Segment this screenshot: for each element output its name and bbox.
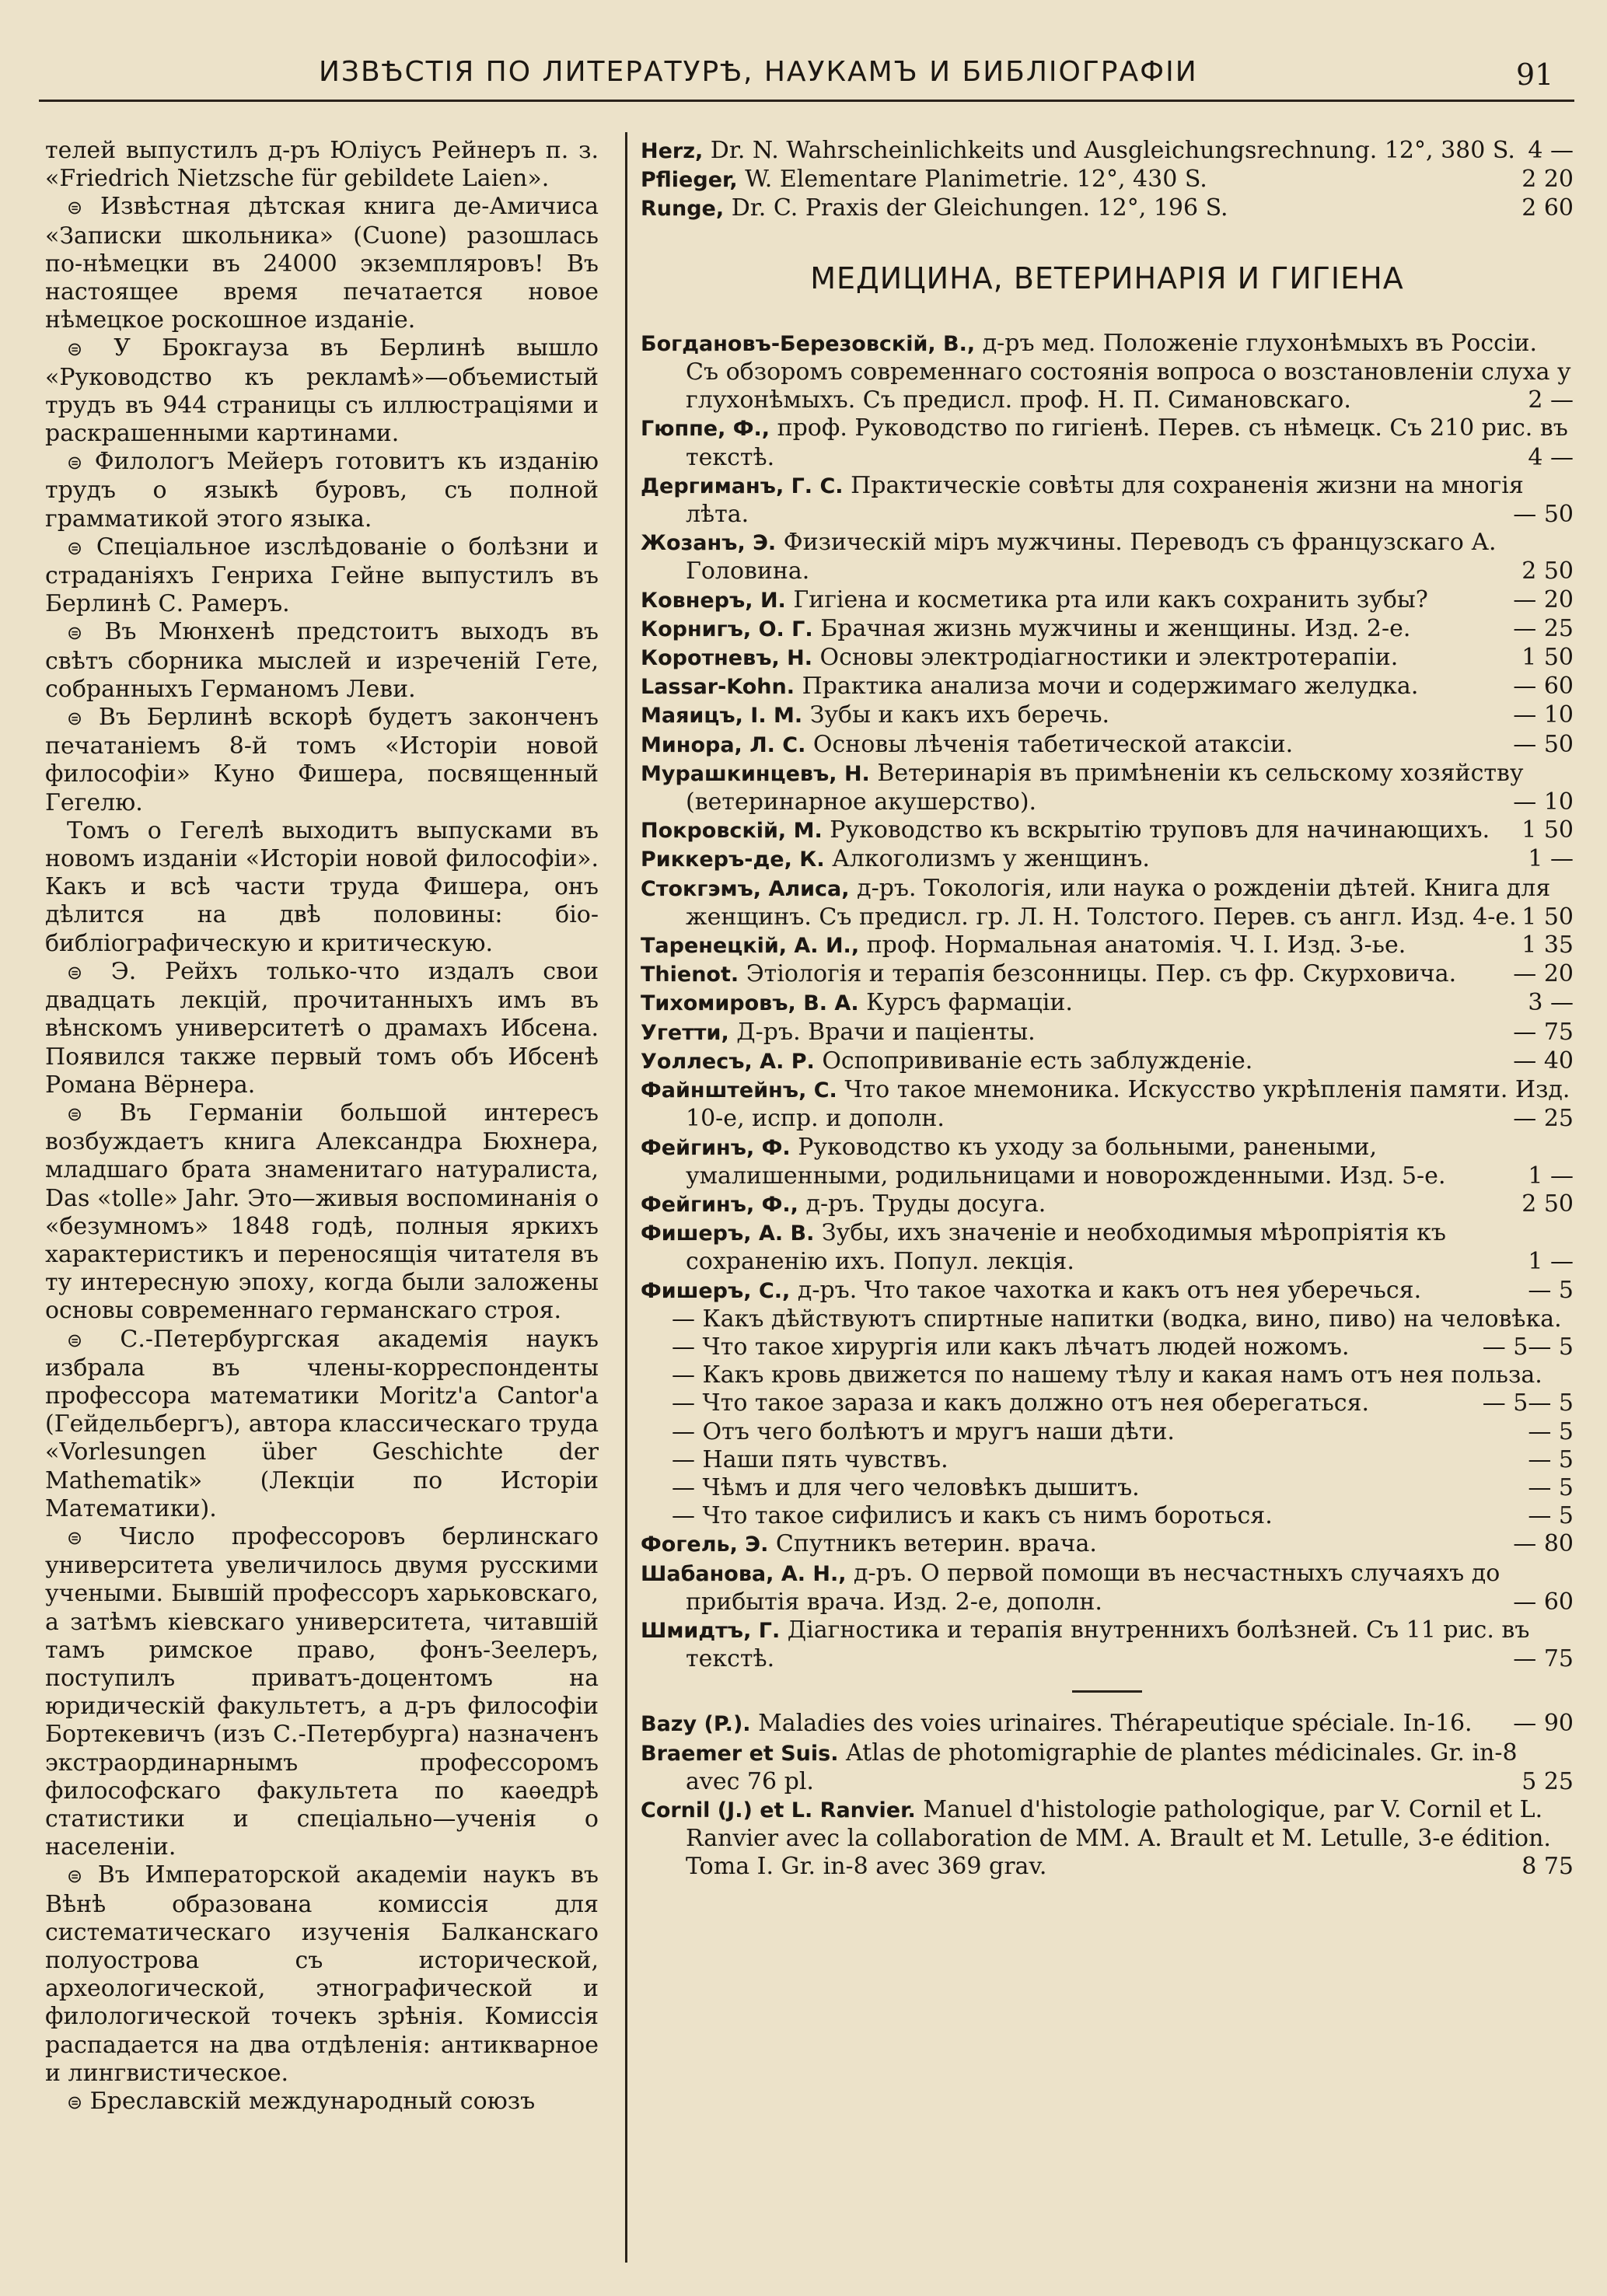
paragraph-text: Филологъ Мейеръ готовитъ къ изданію трудъ о языкѣ буровъ, съ полной грамматикой этого языка.	[45, 448, 599, 533]
entry-author: Фогель, Э.	[641, 1532, 769, 1557]
entry-title: Основы лѣченія табетической атаксіи.	[812, 730, 1294, 758]
paragraph-text: Спеціальное изслѣдованіе о болѣзни и страданіяхъ Генриха Гейне выпустилъ въ Берлинѣ С. Рамеръ.	[45, 533, 599, 618]
entry-title: Зубы и какъ ихъ беречь.	[809, 701, 1110, 729]
entry-title: Спутникъ ветерин. врача.	[775, 1530, 1097, 1558]
entry-title: — Наши пять чувствъ.	[672, 1445, 948, 1473]
entry-author: Дергиманъ, Г. С.	[641, 474, 844, 498]
entry-price: — 5	[1528, 1473, 1574, 1501]
column-divider	[625, 132, 627, 2263]
entry-author: Braemer et Suis.	[641, 1741, 839, 1766]
bibliography-entry	[641, 1616, 1574, 1673]
entry-author: Thienot.	[641, 963, 739, 987]
entry-price: 1 50	[1521, 903, 1574, 931]
paragraph-mark: ⊜	[67, 1103, 83, 1125]
entry-title: Алкоголизмъ у женщинъ.	[832, 845, 1150, 873]
entry-author: Шмидтъ, Г.	[641, 1618, 781, 1643]
entry-author: Стокгэмъ, Алиса,	[641, 876, 850, 901]
bibliography-entry	[641, 194, 1574, 223]
bibliography-entry	[641, 1560, 1574, 1616]
bibliography-entry	[641, 960, 1574, 989]
news-paragraph	[45, 958, 599, 1099]
entry-author: Фейгинъ, Ф.	[641, 1135, 791, 1160]
entry-author: Ковнеръ, И.	[641, 588, 786, 613]
entry-author: Фейгинъ, Ф.,	[641, 1192, 798, 1217]
entry-author: Минора, Л. С.	[641, 732, 806, 757]
entry-title: Практика анализа мочи и содержимаго желудка.	[802, 673, 1419, 701]
paragraph-text: С.-Петербургская академія наукъ избрала въ члены-корреспонденты профессора математики Moritz'a Cantor'a (Гейдельбергъ), автора классическаго труда «Vorlesungen über Geschichte der Mathematik» (Лекціи по Исторіи Математики).	[45, 1325, 599, 1522]
bibliography-entry	[641, 586, 1574, 615]
bibliography-entry	[641, 644, 1574, 673]
entry-title: — Какъ дѣйствуютъ спиртные напитки (водка, вино, пиво) на человѣка.	[672, 1305, 1562, 1333]
news-paragraph	[45, 334, 599, 448]
entry-price: — 75	[1513, 1018, 1574, 1046]
entry-price: 3 —	[1528, 989, 1574, 1017]
entry-price: 1 —	[1528, 845, 1574, 873]
bibliography-entry	[641, 731, 1574, 760]
top-entries	[641, 137, 1574, 224]
bibliography-entry	[641, 701, 1574, 730]
bibliography-entry	[641, 989, 1574, 1018]
entry-author: Lassar-Kohn.	[641, 675, 795, 700]
news-paragraph	[45, 1523, 599, 1861]
entry-title: Dr. N. Wahrscheinlichkeits und Ausgleichungsrechnung. 12°, 380 S.	[710, 137, 1515, 164]
entry-price: — 5	[1528, 1276, 1574, 1304]
paragraph-mark: ⊜	[67, 536, 83, 559]
paragraph-mark: ⊜	[67, 1526, 83, 1549]
entry-price: 1 50	[1521, 644, 1574, 672]
bibliography-entry	[641, 1418, 1574, 1446]
entry-author: Шабанова, А. Н.,	[641, 1561, 847, 1586]
entry-author: Pflieger,	[641, 168, 738, 193]
bibliography-entry	[641, 1333, 1574, 1361]
section-title: МЕДИЦИНА, ВЕТЕРИНАРІЯ И ГИГІЕНА	[810, 260, 1404, 295]
bibliography-entry	[641, 1530, 1574, 1559]
news-paragraph	[45, 1099, 599, 1326]
bibliography-entry	[641, 1076, 1574, 1133]
entry-title: д-ръ. Что такое чахотка и какъ отъ нея уберечься.	[797, 1276, 1422, 1304]
bibliography-entry	[641, 137, 1574, 166]
more-entries	[641, 1530, 1574, 1673]
paragraph-text: Извѣстная дѣтская книга де-Амичиса «Записки школьника» (Cuone) разошлась по-нѣмецки въ 24000 экземпляровъ! Въ настоящее время печатается новое нѣмецкое роскошное изданіе.	[45, 193, 599, 334]
bibliography-entry	[641, 1796, 1574, 1882]
right-column	[641, 137, 1574, 1882]
paragraph-mark: ⊜	[67, 2092, 83, 2114]
entry-price: — 10	[1513, 788, 1574, 816]
entry-author: Мурашкинцевъ, Н.	[641, 761, 870, 786]
entry-title: Гигіена и косметика рта или какъ сохранить зубы?	[793, 585, 1428, 613]
entry-price: — 5	[1528, 1502, 1574, 1530]
paragraph-mark: ⊜	[67, 708, 83, 730]
entry-price: 2 60	[1521, 194, 1574, 222]
news-paragraph	[45, 618, 599, 704]
news-paragraph	[45, 2088, 599, 2116]
entry-price: 2 50	[1521, 1190, 1574, 1218]
foreign-entries	[641, 1710, 1574, 1881]
section-separator	[1072, 1690, 1142, 1693]
bibliography-entry	[641, 414, 1574, 471]
entry-price: — 5	[1482, 1333, 1528, 1361]
entry-author: Cornil (J.) et L. Ranvier.	[641, 1798, 916, 1822]
news-paragraph	[45, 533, 599, 619]
entry-price: — 25	[1513, 1105, 1574, 1133]
entry-title: Основы электродіагностики и электротерапіи.	[819, 644, 1399, 672]
entry-title: Д-ръ. Врачи и паціенты.	[736, 1018, 1036, 1046]
bibliography-entry	[641, 673, 1574, 701]
entry-title: — Что такое хирургія или какъ лѣчатъ людей ножомъ.	[672, 1333, 1350, 1361]
paragraph-text: Въ Мюнхенѣ предстоитъ выходъ въ свѣтъ сборника мыслей и изреченій Гете, собранныхъ Германомъ Леви.	[45, 618, 599, 703]
entry-price: 2 20	[1521, 166, 1574, 194]
entry-price: — 75	[1513, 1645, 1574, 1673]
paragraph-mark: ⊜	[67, 961, 83, 984]
bibliography-entry	[641, 1190, 1574, 1219]
entry-author: Файнштейнъ, С.	[641, 1078, 837, 1103]
bibliography-entry	[641, 875, 1574, 931]
bibliography-entry	[641, 1502, 1574, 1530]
entry-author: Коротневъ, Н.	[641, 646, 812, 671]
entry-title: Практическіе совѣты для сохраненія жизни на многія лѣта.	[686, 471, 1524, 529]
entry-price: — 20	[1513, 960, 1574, 988]
bibliography-entry	[641, 1710, 1574, 1739]
entry-author: Herz,	[641, 139, 704, 163]
bibliography-entry	[641, 1134, 1574, 1190]
fischer-series-entries	[641, 1305, 1574, 1531]
entry-price: — 40	[1513, 1047, 1574, 1075]
news-paragraph	[45, 193, 599, 334]
entry-price: — 80	[1513, 1530, 1574, 1558]
entry-author: Фишеръ, А. В.	[641, 1221, 815, 1246]
bibliography-entry	[641, 1047, 1574, 1076]
paragraph-text: Въ Императорской академіи наукъ въ Вѣнѣ образована комиссія для систематическаго изученія Балканскаго полуострова съ исторической, археологической, этнографической и филологической точекъ зрѣнія. Комиссія распадается на два отдѣленія: антикварное и лингвистическое.	[45, 1861, 599, 2087]
entry-price: — 60	[1513, 1588, 1574, 1616]
entry-title: Руководство къ вскрытію труповъ для начинающихъ.	[830, 816, 1490, 844]
news-paragraph	[45, 817, 599, 958]
entry-title: Физическій міръ мужчины. Переводъ съ французскаго А. Головина.	[686, 529, 1497, 585]
paragraph-text: Въ Германіи большой интересъ возбуждаетъ книга Александра Бюхнера, младшаго брата знаменитаго натуралиста, Das «tolle» Jahr. Это—живыя воспоминанія о «безумномъ» 1848 годѣ, полныя яркихъ характеристикъ и переносящія читателя въ ту интересную эпоху, когда были заложены основы современнаго германскаго строя.	[45, 1099, 599, 1325]
entry-author: Таренецкій, А. И.,	[641, 934, 860, 959]
entry-author: Угетти,	[641, 1020, 729, 1045]
entry-price: — 90	[1513, 1710, 1574, 1738]
bibliography-entry	[641, 166, 1574, 194]
entry-title: Atlas de photomigraphie de plantes médicinales. Gr. in-8 avec 76 pl.	[686, 1739, 1518, 1795]
entry-price: 2 50	[1521, 557, 1574, 585]
entry-title: Dr. C. Praxis der Gleichungen. 12°, 196 S.	[731, 194, 1228, 222]
page-header	[0, 56, 1607, 95]
news-paragraph	[45, 448, 599, 533]
entry-price: — 5	[1528, 1445, 1574, 1473]
bibliography-entry	[641, 931, 1574, 960]
entry-author: Корнигъ, О. Г.	[641, 617, 813, 641]
entry-price: — 10	[1513, 701, 1574, 729]
entry-title: Manuel d'histologie pathologique, par V. Cornil et L. Ranvier avec la collaboration de MM. A. Brault et M. Letulle, 3-e édition. Toma I. Gr. in-8 avec 369 grav.	[686, 1795, 1551, 1881]
bibliography-entry	[641, 1019, 1574, 1047]
bibliography-entry	[641, 1219, 1574, 1276]
page-number: 91	[1516, 58, 1554, 92]
entry-author: Богдановъ-Березовскій, В.,	[641, 331, 976, 356]
bibliography-entry	[641, 845, 1574, 874]
medicine-entries	[641, 330, 1574, 1305]
entry-title: Руководство къ уходу за больными, ранеными, умалишенными, родильницами и новорожденными. Изд. 5-е.	[686, 1133, 1446, 1190]
entry-author: Тихомировъ, В. А.	[641, 991, 859, 1016]
entry-title: W. Elementare Planimetrie. 12°, 430 S.	[745, 166, 1207, 194]
bibliography-entry	[641, 1474, 1574, 1502]
paragraph-text: Томъ о Гегелѣ выходитъ выпусками въ новомъ изданіи «Исторіи новой философіи». Какъ и всѣ части труда Фишера, онъ дѣлится на двѣ половины: біо-библіографическую и критическую.	[45, 816, 599, 957]
news-paragraph	[45, 1326, 599, 1523]
entry-author: Жозанъ, Э.	[641, 531, 777, 556]
entry-title: Maladies des voies urinaires. Thérapeutique spéciale. In-16.	[758, 1710, 1473, 1738]
entry-price: 1 35	[1521, 931, 1574, 959]
entry-price: 1 50	[1521, 816, 1574, 844]
entry-title: — Что такое сифилисъ и какъ съ нимъ бороться.	[672, 1502, 1273, 1530]
news-paragraph	[45, 137, 599, 193]
paragraph-text: Э. Рейхъ только-что издалъ свои двадцать лекцій, прочитанныхъ имъ въ вѣнскомъ университетѣ о драмахъ Ибсена. Появился также первый томъ объ Ибсенѣ Романа Вёрнера.	[45, 957, 599, 1099]
paragraph-text: Въ Берлинѣ вскорѣ будетъ законченъ печатаніемъ 8-й томъ «Исторіи новой философіи» Куно Фишера, посвященный Гегелю.	[45, 704, 599, 816]
entry-title: Брачная жизнь мужчины и женщины. Изд. 2-е.	[820, 614, 1411, 642]
entry-price: 8 75	[1521, 1853, 1574, 1881]
paragraph-mark: ⊜	[67, 338, 83, 361]
entry-title: Этіологія и терапія безсонницы. Пер. съ фр. Скурховича.	[746, 960, 1457, 988]
bibliography-entry	[641, 615, 1574, 644]
entry-title: Діагностика и терапія внутреннихъ болѣзней. Съ 11 рис. въ текстѣ.	[686, 1616, 1530, 1673]
entry-price: 1 —	[1528, 1248, 1574, 1276]
bibliography-entry	[641, 1739, 1574, 1796]
bibliography-entry	[641, 1389, 1574, 1417]
entry-title: проф. Руководство по гигіенѣ. Перев. съ нѣмецк. Съ 210 рис. въ текстѣ.	[686, 414, 1568, 471]
bibliography-entry	[641, 529, 1574, 585]
paragraph-mark: ⊜	[67, 1865, 83, 1888]
entry-author: Уоллесъ, А. Р.	[641, 1049, 815, 1074]
paragraph-mark: ⊜	[67, 1329, 83, 1351]
left-column	[45, 137, 599, 2116]
paragraph-text: телей выпустилъ д-ръ Юліусъ Рейнеръ п. з. «Friedrich Nietzsche für gebildete Laien».	[45, 137, 599, 193]
news-paragraph	[45, 1861, 599, 2088]
paragraph-mark: ⊜	[67, 197, 83, 219]
entry-title: — Какъ кровь движется по нашему тѣлу и какая намъ отъ нея польза.	[672, 1361, 1542, 1389]
entry-title: проф. Нормальная анатомія. Ч. I. Изд. 3-ье.	[866, 931, 1406, 959]
entry-title: д-ръ. Токологія, или наука о рожденіи дѣтей. Книга для женщинъ. Съ предисл. гр. Л. Н. Толстого. Перев. съ англ. Изд. 4-е.	[686, 874, 1551, 931]
header-rule	[39, 100, 1574, 102]
entry-title: Оспопрививаніе есть заблужденіе.	[822, 1047, 1253, 1075]
entry-title: д-ръ. Труды досуга.	[805, 1190, 1046, 1218]
entry-price: — 60	[1513, 673, 1574, 701]
bibliography-entry	[641, 1446, 1574, 1474]
entry-author: Покровскій, М.	[641, 819, 823, 844]
running-title: ИЗВѢСТІЯ ПО ЛИТЕРАТУРѢ, НАУКАМЪ И БИБЛІОГРАФІИ	[319, 56, 1198, 88]
bibliography-entry	[641, 1277, 1574, 1305]
entry-price: 5 25	[1521, 1767, 1574, 1795]
entry-price: — 25	[1513, 614, 1574, 642]
entry-author: Фишеръ, С.,	[641, 1278, 791, 1303]
paragraph-mark: ⊜	[67, 622, 83, 645]
news-paragraph	[45, 704, 599, 817]
entry-author: Bazy (P.).	[641, 1712, 751, 1737]
bibliography-entry	[641, 330, 1574, 415]
entry-title: — Чѣмъ и для чего человѣкъ дышитъ.	[672, 1473, 1140, 1501]
entry-price: — 5	[1528, 1417, 1574, 1445]
entry-price: 1 —	[1528, 1162, 1574, 1190]
entry-price: 4 —	[1528, 137, 1574, 164]
entry-title: Ветеринарія въ примѣненіи къ сельскому хозяйству (ветеринарное акушерство).	[686, 759, 1524, 816]
entry-title: Зубы, ихъ значеніе и необходимыя мѣропріятія къ сохраненію ихъ. Попул. лекція.	[686, 1219, 1446, 1276]
entry-author: Гюппе, Ф.,	[641, 417, 770, 442]
entry-price: — 5	[1528, 1333, 1574, 1361]
entry-author: Риккеръ-де, К.	[641, 847, 825, 872]
entry-price: — 5	[1528, 1389, 1574, 1417]
entry-title: Курсъ фармаціи.	[866, 989, 1073, 1017]
paragraph-text: Бреславскій международный союзъ	[89, 2088, 536, 2116]
entry-author: Маяицъ, I. M.	[641, 704, 803, 729]
entry-title: д-ръ мед. Положеніе глухонѣмыхъ въ Россіи. Съ обзоромъ современнаго состоянія вопроса о возстановленіи слуха у глухонѣмыхъ. Съ предисл. проф. Н. П. Симановскаго.	[686, 329, 1571, 414]
bibliography-entry	[641, 760, 1574, 816]
entry-price: — 50	[1513, 501, 1574, 529]
entry-price: 4 —	[1528, 443, 1574, 471]
entry-title: — Отъ чего болѣютъ и мругъ наши дѣти.	[672, 1417, 1175, 1445]
entry-title: Что такое мнемоника. Искусство укрѣпленія памяти. Изд. 10-е, испр. и дополн.	[686, 1076, 1570, 1133]
bibliography-entry	[641, 472, 1574, 529]
entry-price: 2 —	[1528, 386, 1574, 414]
paragraph-text: Число профессоровъ берлинскаго университета увеличилось двумя русскими учеными. Бывшій профессоръ харьковскаго, а затѣмъ кіевскаго университета, читавшій тамъ римское право, фонъ-Зеелеръ, поступилъ приватъ-доцентомъ на юридическій факультетъ, а д-ръ философіи Бортекевичъ (изъ С.-Петербурга) назначенъ экстраординарнымъ профессоромъ философскаго факультета по каѳедрѣ статистики и спеціально—ученія о населеніи.	[45, 1522, 599, 1861]
paragraph-text: У Брокгауза въ Берлинѣ вышло «Руководство къ рекламѣ»—объемистый трудъ въ 944 страницы съ иллюстраціями и раскрашенными картинами.	[45, 334, 599, 448]
entry-price: — 20	[1513, 585, 1574, 613]
paragraph-mark: ⊜	[67, 452, 83, 474]
entry-price: — 50	[1513, 730, 1574, 758]
entry-title: — Что такое зараза и какъ должно отъ нея оберегаться.	[672, 1389, 1370, 1417]
entry-author: Runge,	[641, 197, 725, 222]
bibliography-entry	[641, 816, 1574, 845]
entry-title: д-ръ. О первой помощи въ несчастныхъ случаяхъ до прибытія врача. Изд. 2-е, дополн.	[686, 1559, 1500, 1616]
entry-price: — 5	[1482, 1389, 1528, 1417]
